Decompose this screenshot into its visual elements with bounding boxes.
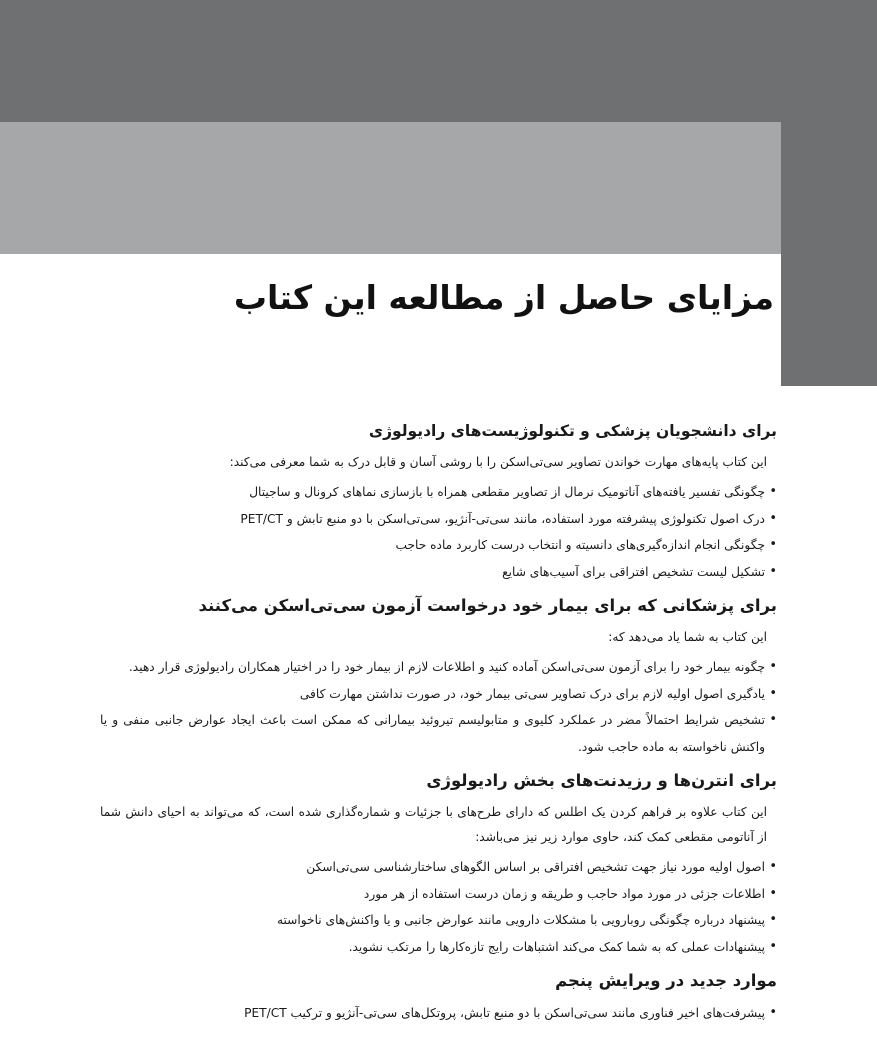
list-item: • اطلاعات جزئی در مورد مواد حاجب و طریقه و زمان درست استفاده از هر مورد (100, 881, 777, 908)
list-item: • پیشنهادات عملی که به شما کمک می‌کند اشتباهات رایج تازه‌کارها را مرتکب نشوید. (100, 934, 777, 961)
section-intro: این کتاب به شما یاد می‌دهد که: (608, 630, 767, 644)
bullet-list (100, 479, 777, 585)
section-intro: این کتاب علاوه بر فراهم کردن یک اطلس که دارای طرح‌های با جزئیات و شماره‌گذاری شده است، که می‌تواند به احیای دانش شما از آناتومی مقطعی کمک کند، حاوی موارد زیر نیز می‌باشد: (100, 805, 767, 844)
section-heading: برای پزشکانی که برای بیمار خود درخواست آزمون سی‌تی‌اسکن می‌کنند (198, 596, 777, 615)
section-new-edition (100, 970, 777, 1027)
list-item: • درک اصول تکنولوژی پیشرفته مورد استفاده، مانند سی‌تی-آنژیو، سی‌تی‌اسکن با دو منبع تابش و PET/CT (100, 506, 777, 533)
page-body (100, 420, 777, 1037)
bullet-list (100, 1000, 777, 1027)
list-item: • چگونگی تفسیر یافته‌های آناتومیک نرمال از تصاویر مقطعی همراه با بازسازی نماهای کرونال و ساجیتال (100, 479, 777, 506)
list-item: • پیشنهاد درباره چگونگی روبارویی با مشکلات دارویی مانند عوارض جانبی و یا واکنش‌های ناخواسته (100, 907, 777, 934)
list-item: • چگونگی انجام اندازه‌گیری‌های دانسیته و انتخاب درست کاربرد ماده حاجب (100, 532, 777, 559)
list-item: • اصول اولیه مورد نیاز جهت تشخیص افتراقی بر اساس الگوهای ساختارشناسی سی‌تی‌اسکن (100, 854, 777, 881)
list-item: • تشخیص شرایط احتمالاً مضر در عملکرد کلیوی و متابولیسم تیروئید بیمارانی که ممکن است باعث ایجاد عوارض جانبی منفی و یا واکنش ناخواسته به ماده حاجب شود. (100, 707, 777, 760)
list-item: • پیشرفت‌های اخیر فناوری مانند سی‌تی‌اسکن با دو منبع تابش، پروتکل‌های سی‌تی-آنژیو و ترکیب PET/CT (100, 1000, 777, 1027)
bullet-list (100, 854, 777, 960)
section-residents (100, 770, 777, 960)
list-item: • تشکیل لیست تشخیص افتراقی برای آسیب‌های شایع (100, 559, 777, 586)
page-title: مزایای حاصل از مطالعه این کتاب (233, 278, 774, 318)
section-physicians (100, 595, 777, 760)
list-item: • یادگیری اصول اولیه لازم برای درک تصاویر سی‌تی بیمار خود، در صورت نداشتن مهارت کافی (100, 681, 777, 708)
section-heading: برای دانشجویان پزشکی و تکنولوژیست‌های رادیولوژی (368, 422, 777, 440)
side-tab-dark (781, 122, 877, 386)
bullet-list (100, 654, 777, 760)
section-heading: موارد جدید در ویرایش پنجم (555, 971, 777, 990)
header-band-dark (0, 0, 877, 122)
section-heading: برای انترن‌ها و رزیدنت‌های بخش رادیولوژی (426, 771, 777, 790)
section-intro: این کتاب پایه‌های مهارت خواندن تصاویر سی‌تی‌اسکن را با روشی آسان و قابل درک به شما معرفی می‌کند: (229, 455, 767, 469)
section-students (100, 420, 777, 585)
header-band-corner (660, 122, 781, 254)
list-item: • چگونه بیمار خود را برای آزمون سی‌تی‌اسکن آماده کنید و اطلاعات لازم از بیمار خود را در اختیار همکاران رادیولوژی قرار دهید. (100, 654, 777, 681)
header-band-light (0, 122, 660, 254)
